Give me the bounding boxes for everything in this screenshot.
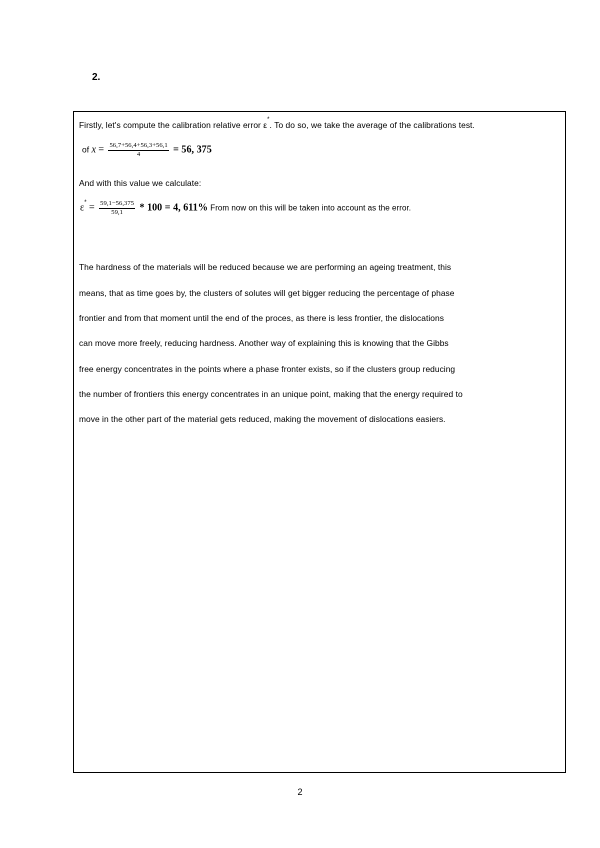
intro-line — [79, 117, 475, 130]
error-equation — [80, 200, 411, 217]
error-symbol: ε — [80, 202, 85, 214]
epsilon-star: * — [267, 117, 270, 124]
paragraph-line: move in the other part of the material gets reduced, making the movement of dislocations easiers. — [79, 414, 446, 424]
question-number: 2. — [92, 72, 101, 83]
average-numerator: 56,7+56,4+56,3+56,1 — [109, 142, 168, 149]
page-number: 2 — [297, 787, 303, 797]
error-fraction — [99, 200, 135, 217]
average-fraction — [108, 142, 168, 159]
paragraph-line: The hardness of the materials will be reduced because we are performing an ageing treatment, this — [79, 262, 452, 272]
error-denominator: 59,1 — [111, 209, 123, 216]
paragraph-line: can move more freely, reducing hardness. Another way of explaining this is knowing that the Gibbs — [79, 338, 449, 348]
average-prefix: of — [82, 144, 92, 155]
paragraph-line: frontier and from that moment until the end of the proces, as there is less frontier, the dislocations — [79, 313, 444, 323]
error-equals: = — [89, 202, 95, 214]
average-equation — [82, 142, 212, 159]
paragraph-line: free energy concentrates in the points where a phase fronter exists, so if the clusters group reducing — [79, 364, 456, 374]
error-numerator: 59,1−56,375 — [100, 200, 135, 207]
intro-text-after: . To do so, we take the average of the calibrations test. — [269, 120, 475, 130]
error-result: * 100 = 4, 611% — [139, 202, 208, 214]
average-denominator: 4 — [136, 151, 141, 158]
error-trailing-text: From now on this will be taken into account as the error. — [210, 203, 411, 213]
paragraph-line: the number of frontiers this energy concentrates in an unique point, making that the energy required to — [79, 389, 463, 399]
paragraph-line: means, that as time goes by, the clusters of solutes will get bigger reducing the percentage of phase — [79, 288, 455, 298]
average-variable: x — [91, 144, 96, 156]
calc-intro: And with this value we calculate: — [79, 178, 202, 188]
intro-text-before: Firstly, let's compute the calibration relative error ε — [79, 120, 268, 130]
error-star: * — [84, 199, 87, 206]
average-result: = 56, 375 — [173, 144, 212, 156]
average-equals: = — [98, 144, 105, 156]
